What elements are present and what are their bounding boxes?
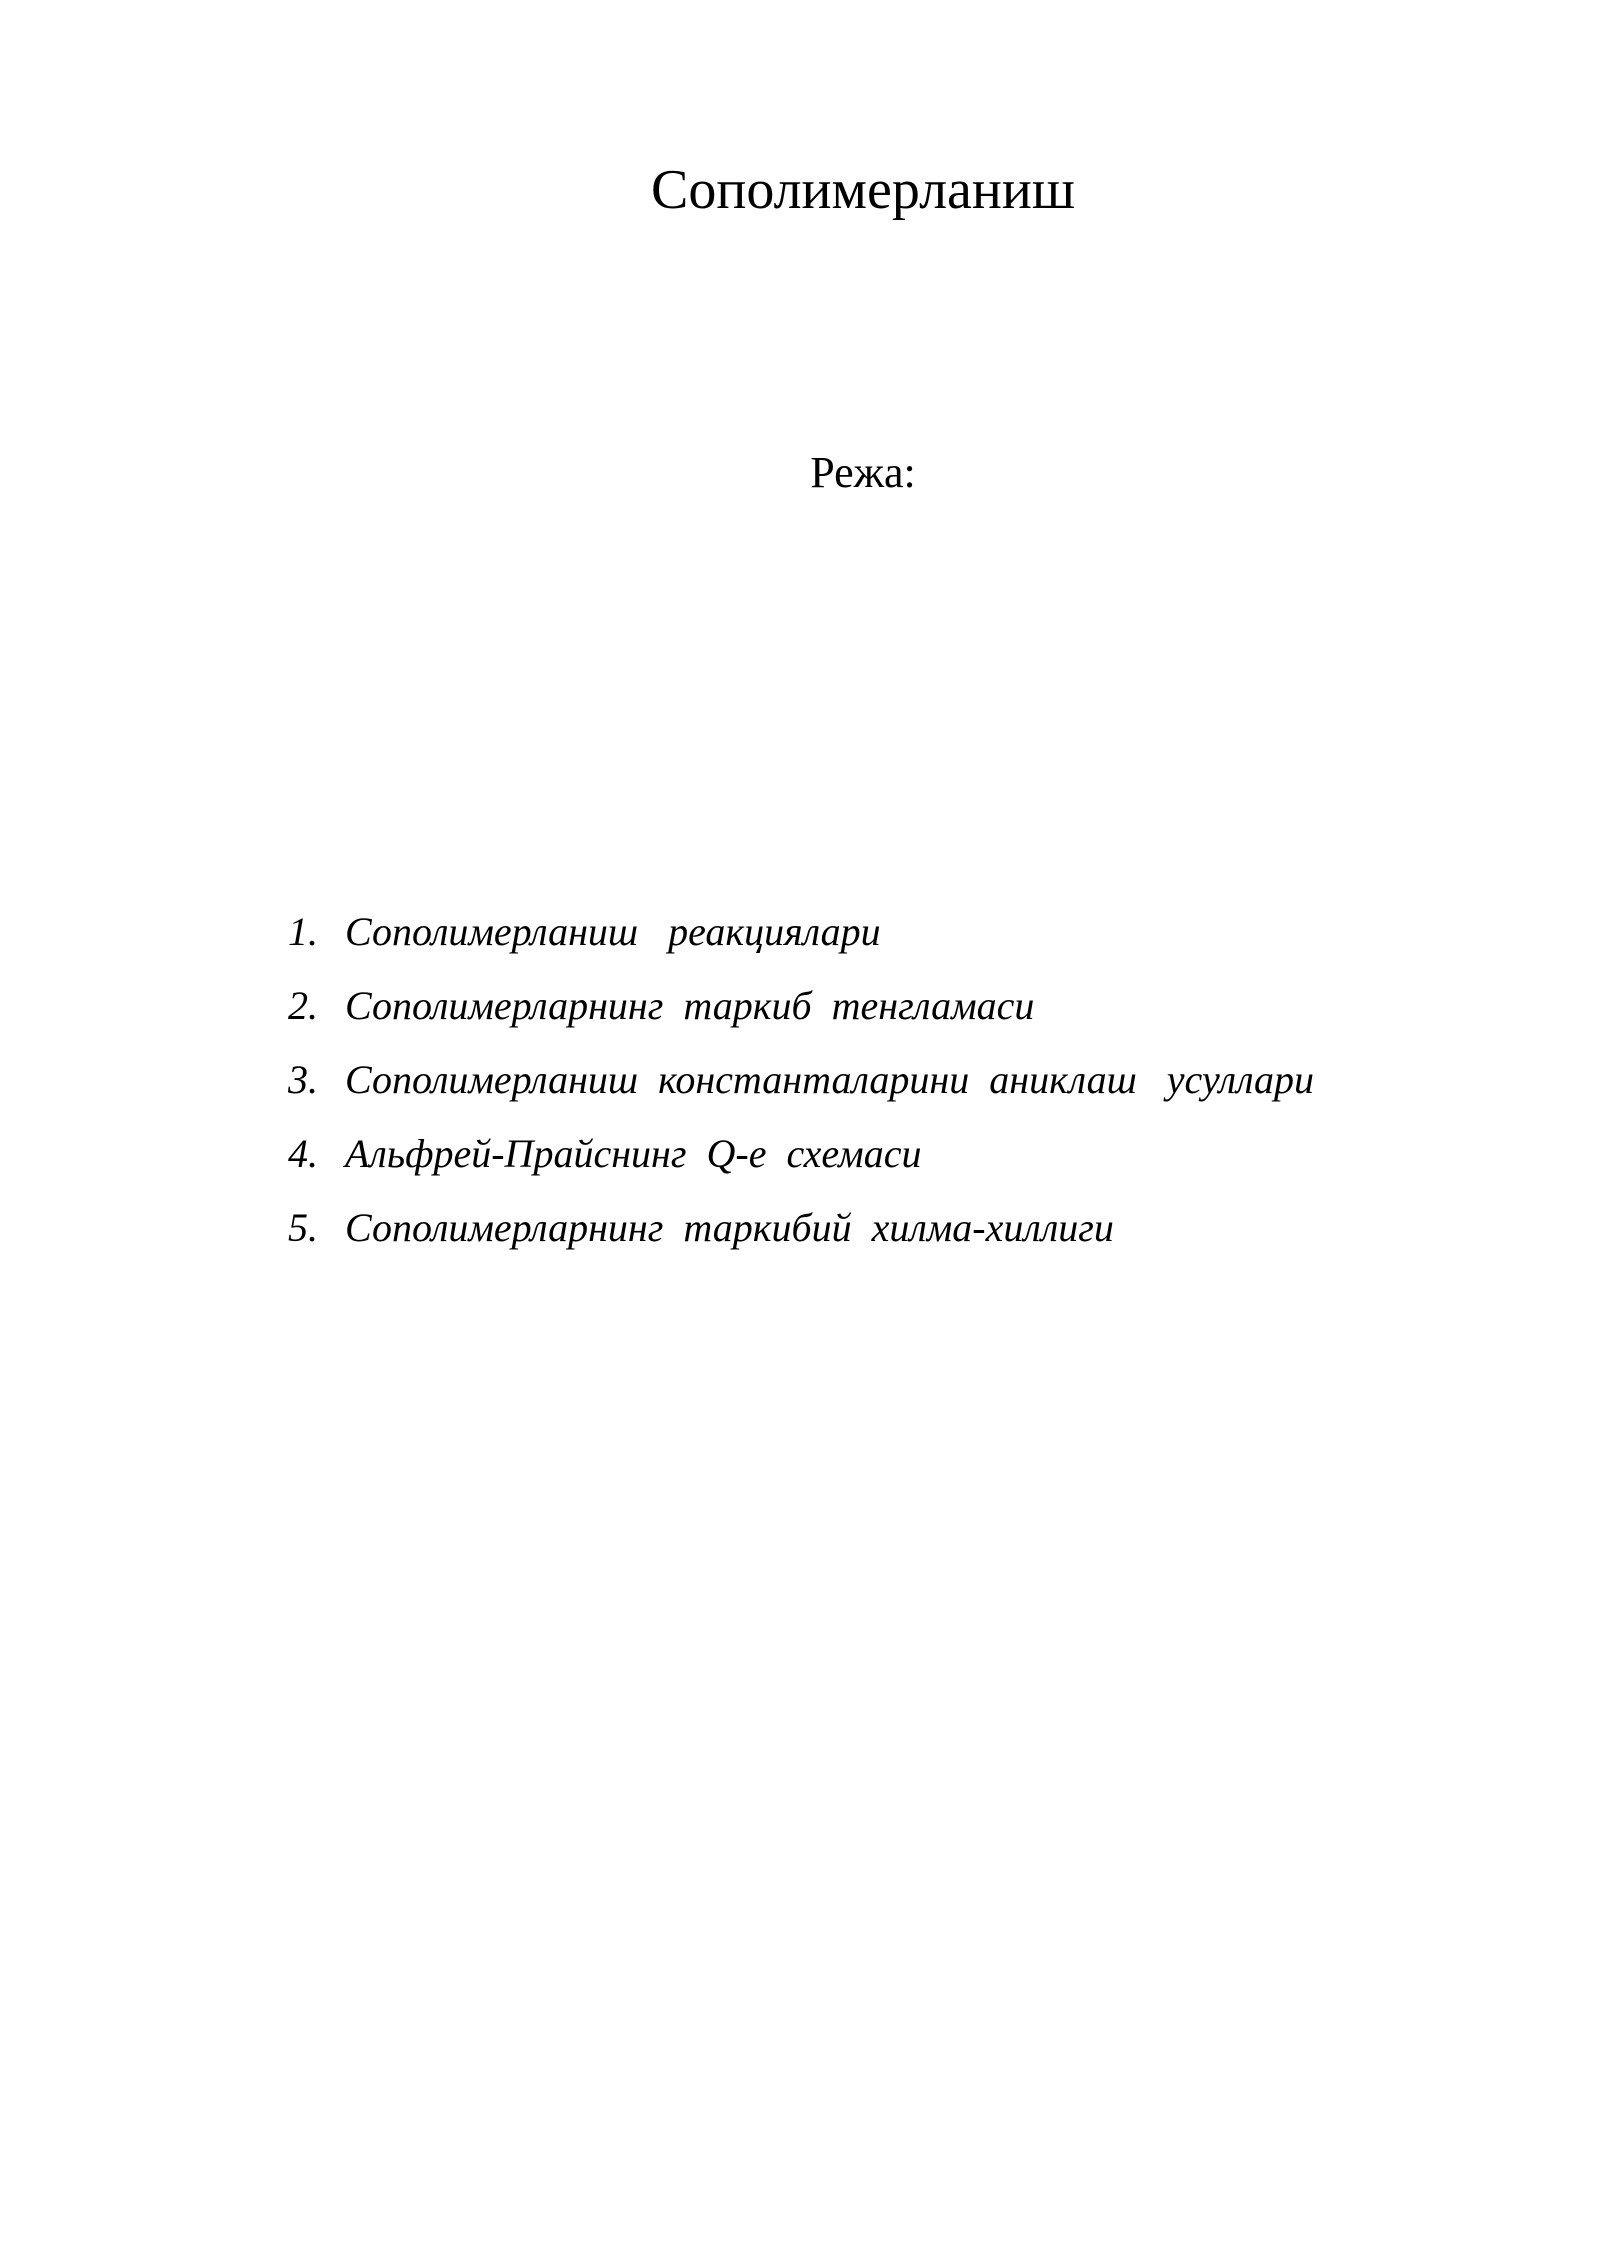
plan-item-text: Сополимерланиш реакциялари bbox=[345, 909, 881, 954]
plan-heading: Режа: bbox=[810, 448, 916, 497]
plan-item-1 bbox=[228, 845, 1314, 954]
plan-item-number: 5. bbox=[288, 1205, 318, 1250]
plan-item-text: Сополимерланиш константаларини аниклаш усуллари bbox=[345, 1057, 1315, 1102]
plan-list bbox=[228, 845, 1315, 1250]
page-title: Сополимерланиш bbox=[651, 159, 1075, 221]
plan-item-number: 1. bbox=[288, 909, 318, 954]
plan-item-number: 3. bbox=[288, 1057, 318, 1102]
plan-item-text: Сополимерларнинг таркибий хилма-хиллиги bbox=[345, 1205, 1114, 1250]
plan-item-text: Альфрей-Прайснинг Q-e схемаси bbox=[345, 1131, 922, 1176]
plan-item-number: 4. bbox=[288, 1131, 318, 1176]
plan-item-text: Сополимерларнинг таркиб тенгламаси bbox=[345, 983, 1035, 1028]
plan-item-number: 2. bbox=[288, 983, 318, 1028]
